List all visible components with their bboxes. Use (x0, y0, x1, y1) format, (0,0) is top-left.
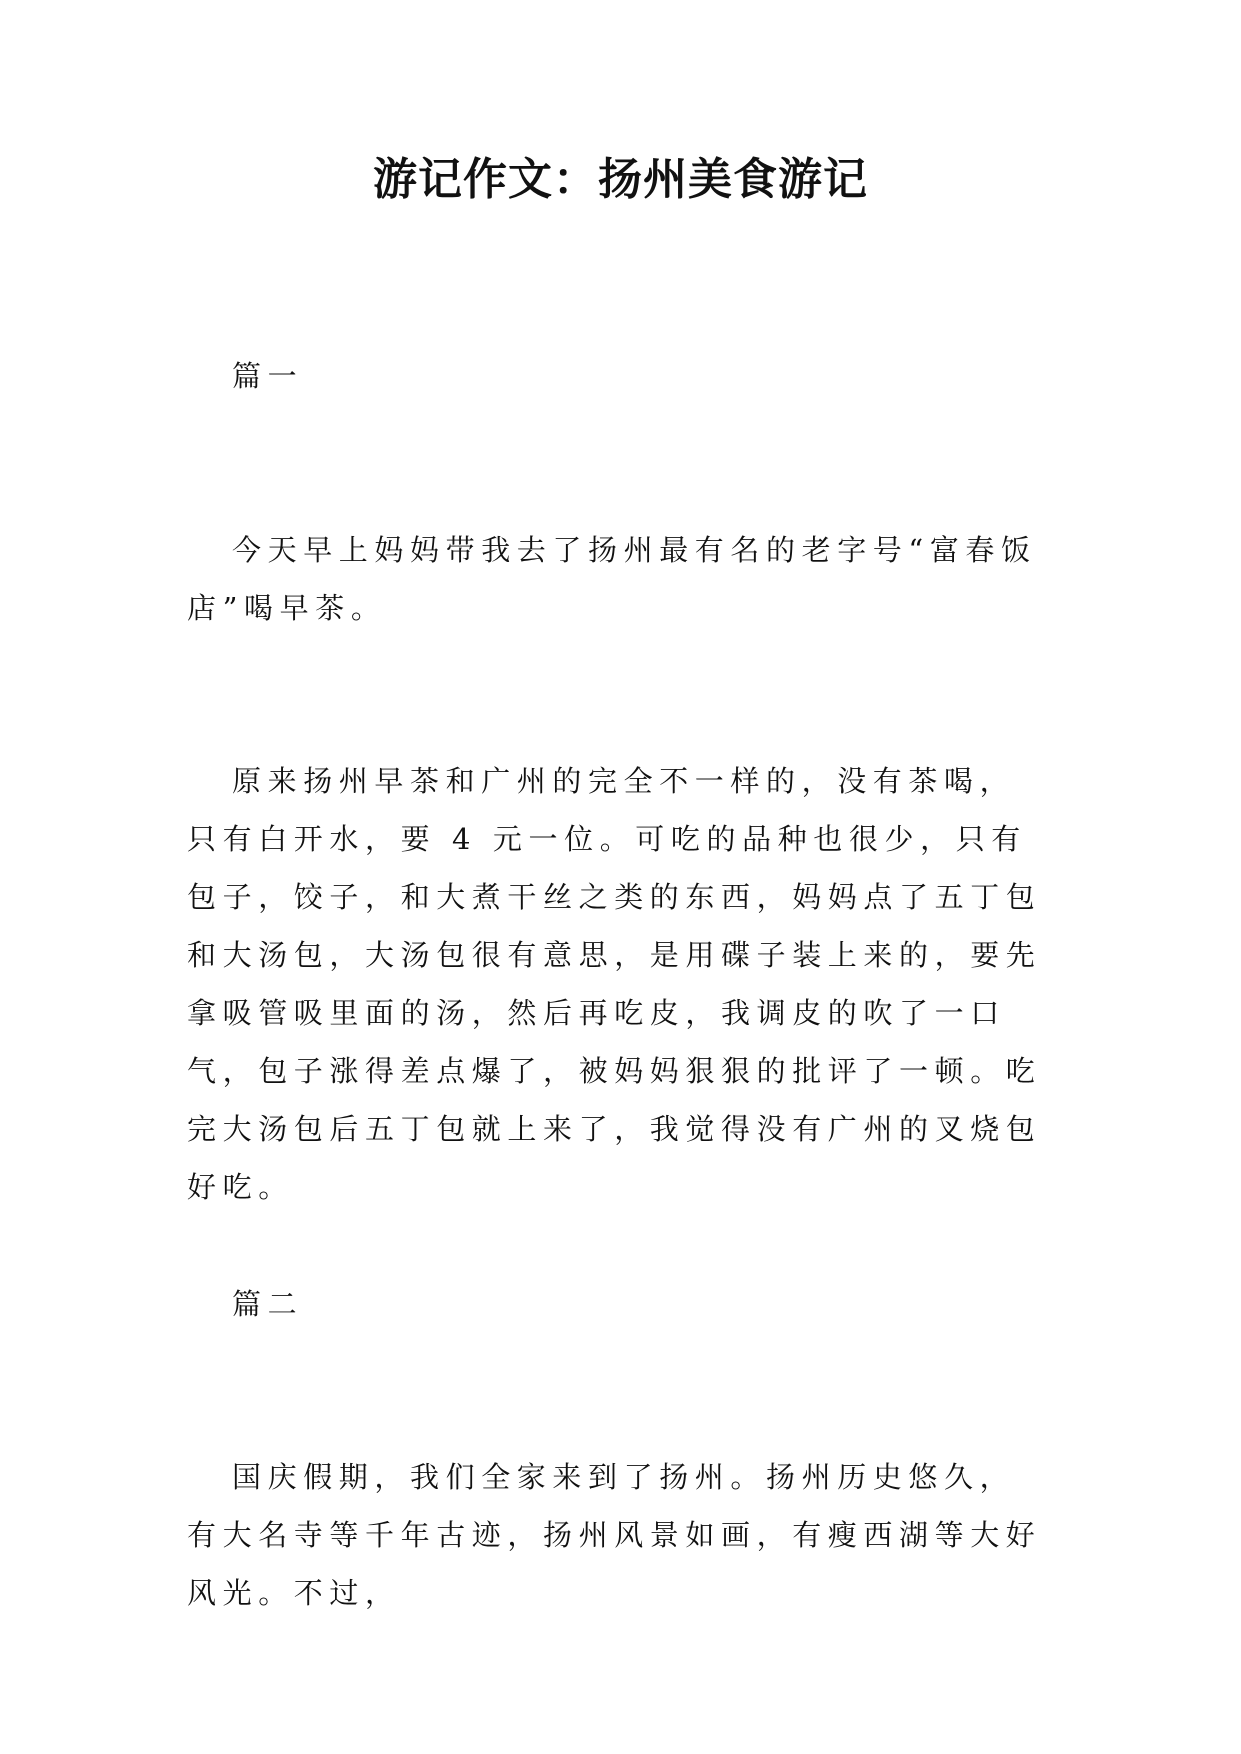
section-heading: 篇一 (232, 359, 304, 393)
paragraph: 国庆假期，我们全家来到了扬州。扬州历史悠久，有大名寺等千年古迹，扬州风景如画，有瘦西湖等大好风光。不过， (187, 1460, 1042, 1610)
paragraph: 原来扬州早茶和广州的完全不一样的，没有茶喝，只有白开水，要 4 元一位。可吃的品种也很少，只有包子，饺子，和大煮干丝之类的东西，妈妈点了五丁包和大汤包，大汤包很有意思，是用碟子装上来的，要先拿吸管吸里面的汤，然后再吃皮，我调皮的吹了一口气，包子涨得差点爆了，被妈妈狠狠的批评了一顿。吃完大汤包后五丁包就上来了，我觉得没有广州的叉烧包好吃。 (187, 764, 1042, 1204)
document-title: 游记作文：扬州美食游记 (373, 154, 868, 205)
section-heading: 篇二 (232, 1287, 304, 1321)
paragraph: 今天早上妈妈带我去了扬州最有名的老字号“富春饭店”喝早茶。 (187, 533, 1037, 625)
